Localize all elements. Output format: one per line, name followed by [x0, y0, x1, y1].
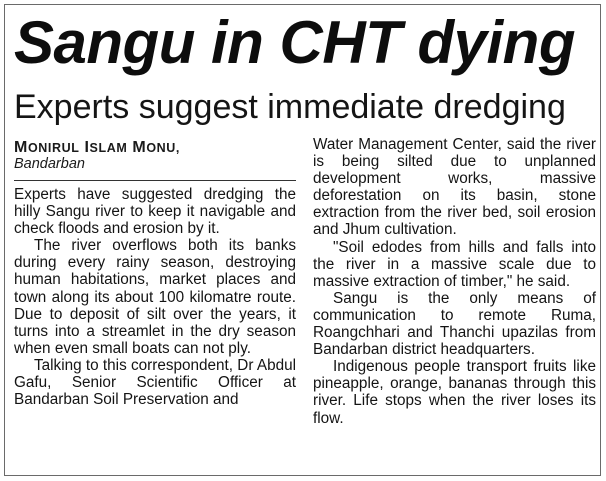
paragraph: Talking to this correspondent, Dr Abdul Gafu, Senior Scientific Officer at Bandarban Soil Preservation and	[14, 356, 296, 409]
paragraph: The river overflows both its banks during every rainy season, destroying human habitations, market places and town along its about 100 kilomatre route. Due to deposit of silt over the years, it turns into a streamlet in the dry season when even small boats can not ply.	[14, 237, 296, 357]
article-column-left	[14, 186, 296, 408]
headline: Sangu in CHT dying	[14, 9, 575, 76]
paragraph: Indigenous people transport fruits like pineapple, orange, bananas through this river. Life stops when the river loses its flow.	[313, 358, 596, 427]
byline-divider	[14, 180, 296, 181]
paragraph: Water Management Center, said the river is being silted due to unplanned development works, massive deforestation on its basin, stone extraction from the river bed, soil erosion and Jhum cultivation.	[313, 136, 596, 239]
paragraph: Sangu is the only means of communication to remote Ruma, Roangchhari and Thanchi upazilas from Bandarban district headquarters.	[313, 289, 596, 359]
paragraph: Experts have suggested dredging the hilly Sangu river to keep it navigable and check floods and erosion by it.	[14, 186, 296, 238]
paragraph: "Soil edodes from hills and falls into the river in a massive scale due to massive extraction of timber," he said.	[313, 238, 596, 290]
subheadline: Experts suggest immediate dredging	[14, 88, 566, 126]
article-column-right	[313, 136, 596, 427]
byline-author: MONIRUL ISLAM MONU,	[14, 139, 181, 156]
byline-location: Bandarban	[14, 156, 85, 172]
